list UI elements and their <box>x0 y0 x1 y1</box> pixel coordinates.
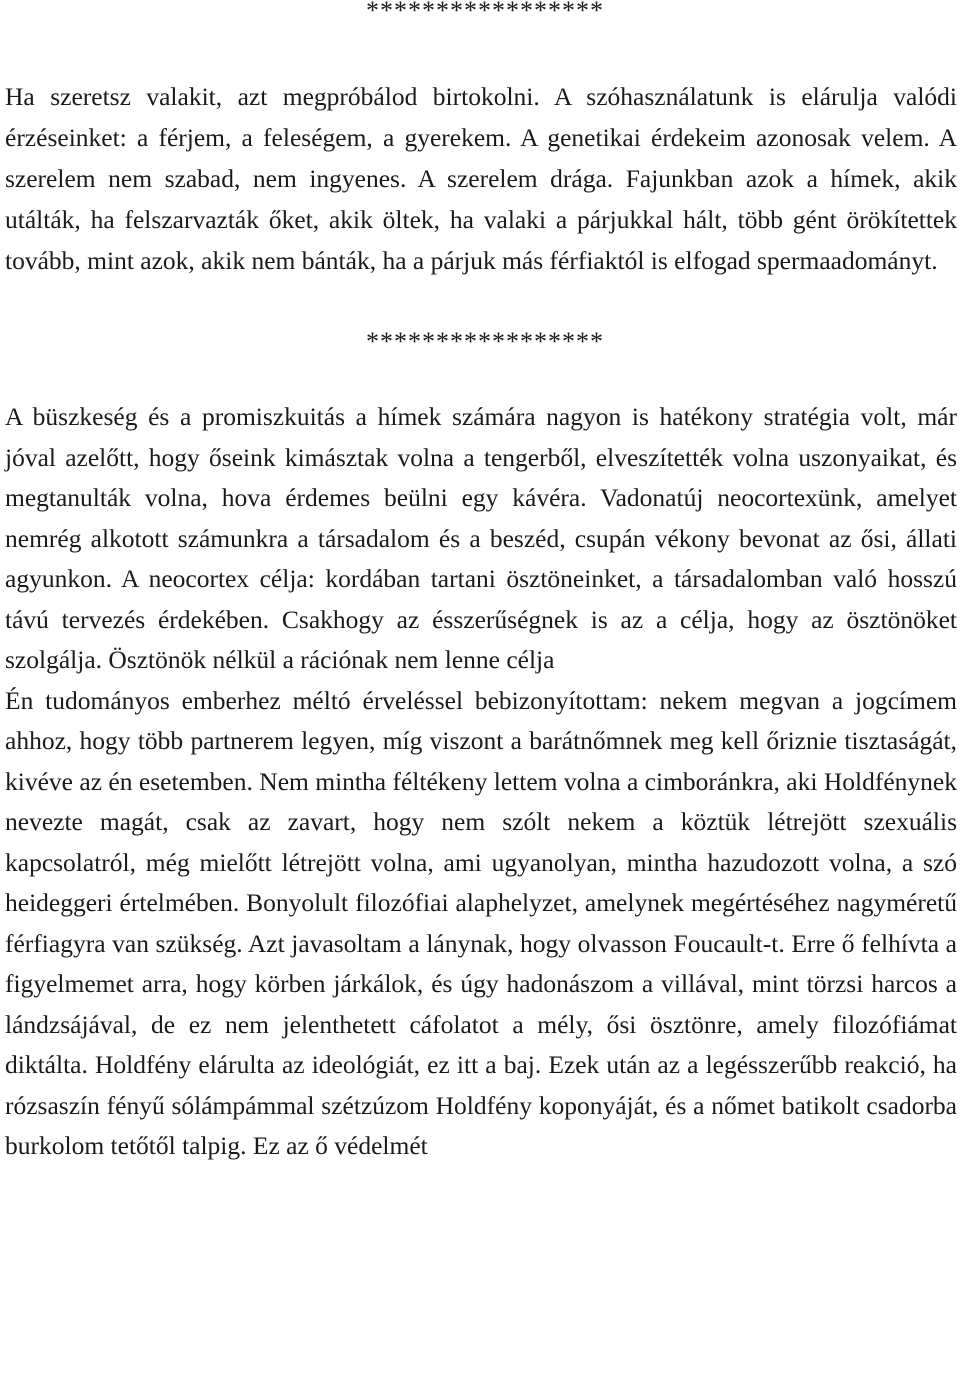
paragraph-ownership: Ha szeretsz valakit, azt megpróbálod birtokolni. A szóhasználatunk is elárulja valódi érzéseinket: a férjem, a feleségem, a gyerekem. A genetikai érdekeim azonosak velem. A szerelem nem szabad, nem ingyenes. A szerelem drága. Fajunkban azok a hímek, akik utálták, ha felszarvazták őket, akik öltek, ha valaki a párjukkal hált, több gént örökítettek tovább, mint azok, akik nem bánták, ha a párjuk más férfiaktól is elfogad spermaadományt. <box>5 82 957 275</box>
separator-asterisks-top: ***************** <box>366 0 604 25</box>
separator-asterisks-middle: ***************** <box>366 327 604 356</box>
document-page <box>5 0 957 1167</box>
paragraph-holdfeny: Én tudományos emberhez méltó érveléssel bebizonyítottam: nekem megvan a jogcímem ahhoz, hogy több partnerem legyen, míg viszont a barátnőmnek meg kell őriznie tisztaságát, kivéve az én esetemben. Nem mintha féltékeny lettem volna a cimboránkra, aki Holdfénynek nevezte magát, csak az zavart, hogy nem szólt nekem a köztük létrejött szexuális kapcsolatról, még mielőtt létrejött volna, ami ugyanolyan, mintha hazudozott volna, a szó heideggeri értelmében. Bonyolult filozófiai alaphelyzet, amelynek megértéséhez nagyméretű férfiagyra van szükség. Azt javasoltam a lánynak, hogy olvasson Foucault-t. Erre ő felhívta a figyelmemet arra, hogy körben járkálok, és úgy hadonászom a villával, mint törzsi harcos a lándzsájával, de ez nem jelenthetett cáfolatot a mély, ősi ösztönre, amely filozófiámat diktálta. Holdfény elárulta az ideológiát, ez itt a baj. Ezek után az a legésszerűbb reakció, ha rózsaszín fényű sólámpámmal szétzúzom Holdfény koponyáját, és a nőmet batikolt csadorba burkolom tetőtől talpig. Ez az ő védelmét <box>5 685 957 1160</box>
paragraph-neocortex: A büszkeség és a promiszkuitás a hímek számára nagyon is hatékony stratégia volt, már jóval azelőtt, hogy őseink kimásztak volna a tengerből, elveszítették volna uszonyaikat, és megtanulták volna, hova érdemes beülni egy kávéra. Vadonatúj neocortexünk, amelyet nemrég alkotott számunkra a társadalom és a beszéd, csupán vékony bevonat az ősi, állati agyunkon. A neocortex célja: kordában tartani ösztöneinket, a társadalomban való hosszú távú tervezés érdekében. Csakhogy az ésszerűségnek is az a célja, hogy az ösztönöket szolgálja. Ösztönök nélkül a rációnak nem lenne célja <box>5 402 957 674</box>
